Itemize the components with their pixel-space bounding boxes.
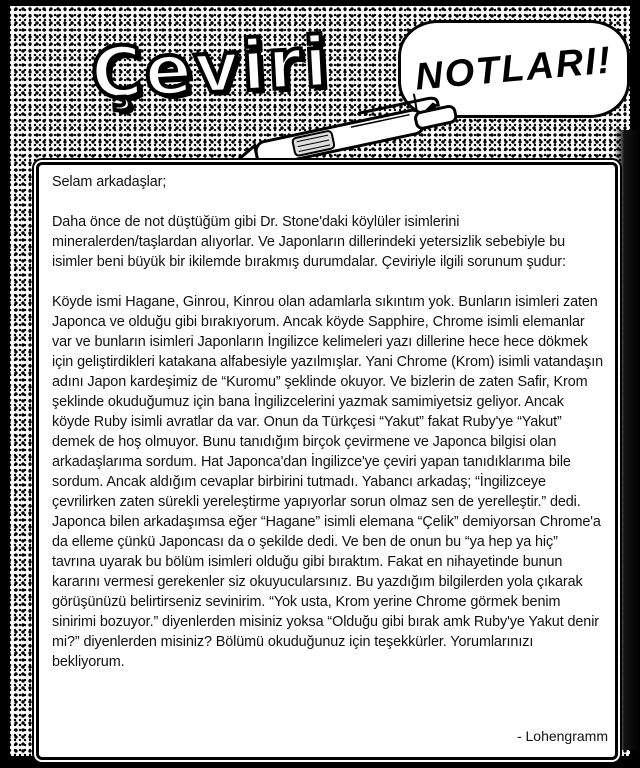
notes-body [52, 172, 604, 672]
intro-paragraph: Daha önce de not düştüğüm gibi Dr. Stone'daki köylüler isimlerini mineralerden/taşlardan alıyorlar. Ve Japonların dillerindeki yetersizlik sebebiyle bu isimler beni büyük bir ikilemde bırakmış durumdalar. Çeviriyle ilgili sorunum şudur: [52, 214, 566, 270]
main-paragraph: Köyde ismi Hagane, Ginrou, Kinrou olan adamlarla sıkıntım yok. Bunların isimleri zaten Japonca ve olduğu gibi bırakıyorum. Ancak köyde Sapphire, Chrome isimli elemanlar var ve bunların isimleri Japonların İngilizce kelimeleri yazı dillerine hece hece dökmek için geliştirdikleri katakana alfabesiyle yazılmışlar. Yani Chrome (Krom) isimli vatandaşın adını Japon kardeşimiz de “Kuromu” şeklinde okuyor. Ve bizlerin de zaten Safir, Krom şeklinde okuduğumuz için bana İngilizcelerini yazmak samimiyetsiz geliyor. Ancak köyde Ruby isimli avratlar da var. Onun da Türkçesi “Yakut” fakat Ruby'ye “Yakut” demek de hoş olmuyor. Bunu tanıdığım birçok çevirmene ve Japonca bilgisi olan arkadaşlarıma sordum. Hat Japonca'dan İngilizce'ye çeviri yapan tanıdıklarıma bile sordum. Ancak aldığım cevaplar birbirini tutmadı. Yabancı arkadaş; “İngilizceye çevrilirken zaten sürekli yereleştirme yapıyorlar sorun olmaz sen de yerelleştir.” dedi. Japonca bilen arkadaşımsa eğer “Hagane” isimli elemana “Çelik” demiyorsan Chrome'a da elleme çünkü Japoncası da o şekilde dedi. Ve ben de onun bu “ya hep ya hiç” tavrına uyarak bu bölüm isimleri olduğu gibi bıraktım. Fakat en nihayetinde bunun kararını vermesi gerekenler siz okuyucularsınız. Bu yazdığım bilgilerden yola çıkarak görüşünüzü belirtirseniz sevinirim. “Yok usta, Krom yerine Chrome görmek benim sinirimi bozuyor.” diyenlerden misiniz yoksa “Olduğu gibi bırak amk Ruby'ye Yakut denir mi?” diyenlerden misiniz? Bölümü okuduğunuz için teşekkürler. Yorumlarınızı bekliyorum. [52, 294, 604, 670]
greeting-text: Selam arkadaşlar; [52, 174, 167, 190]
signature: - Lohengramm [516, 728, 608, 744]
pen-icon [232, 96, 482, 168]
bubble-text: NOTLARI! [413, 38, 615, 99]
page-title: Çeviri [88, 20, 332, 116]
